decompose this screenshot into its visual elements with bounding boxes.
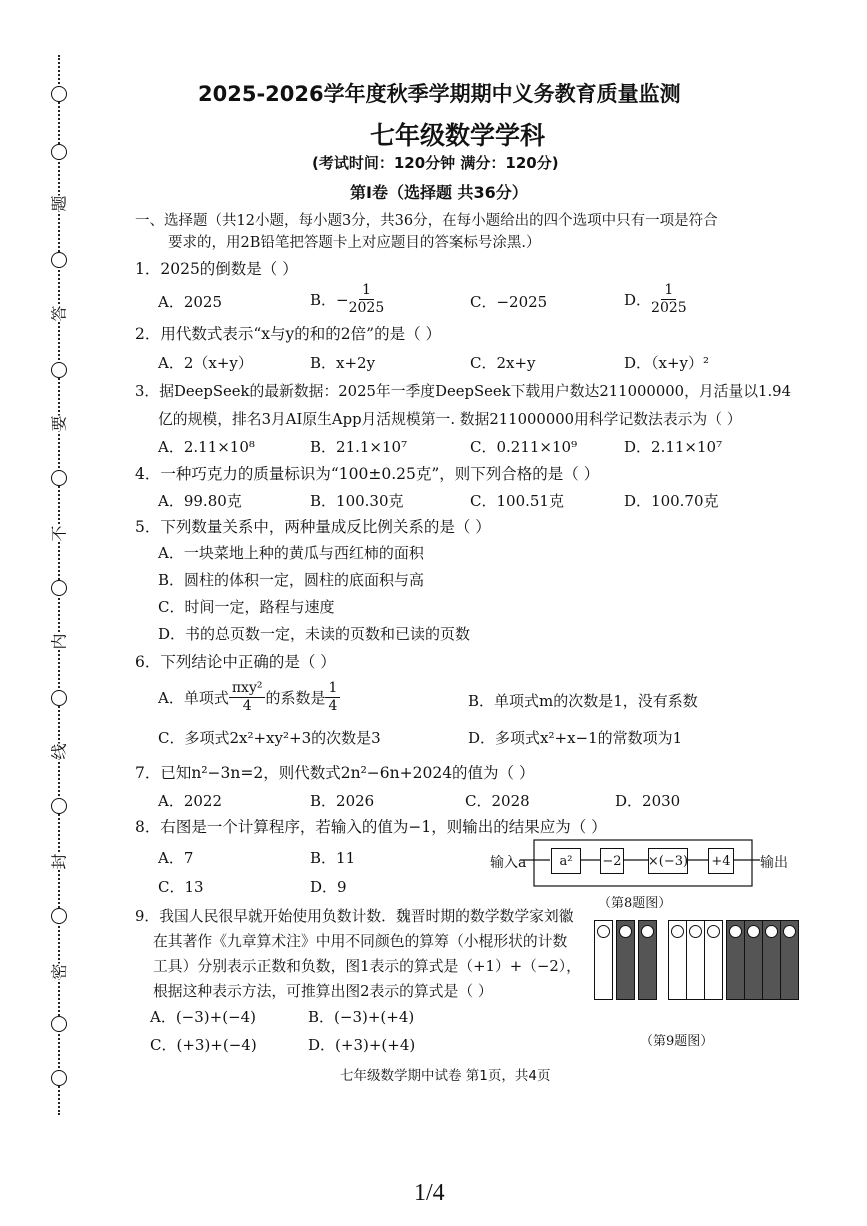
fraction xyxy=(325,680,340,715)
binding-circle xyxy=(51,1016,67,1032)
binding-circle xyxy=(51,252,67,268)
option-b: B．21.1×10⁷ xyxy=(310,438,408,456)
option-b: B．100.30克 xyxy=(310,492,404,510)
option-a: A．2022 xyxy=(158,792,223,810)
rod-cap xyxy=(707,925,720,938)
binding-circle xyxy=(51,690,67,706)
binding-circle xyxy=(51,580,67,596)
rod-cap xyxy=(641,925,654,938)
rod-cap xyxy=(729,925,742,938)
counting-rod xyxy=(616,920,635,1000)
rod-cap xyxy=(783,925,796,938)
binding-char: 线 xyxy=(47,743,70,759)
question-stem: 根据这种表示方法，可推算出图2表示的算式是（ ） xyxy=(153,983,493,1000)
option-a xyxy=(158,680,340,715)
counting-rod xyxy=(594,920,613,1000)
binding-circle xyxy=(51,798,67,814)
binding-circle xyxy=(51,908,67,924)
binding-circle xyxy=(51,1070,67,1086)
option-d: D．（x+y）² xyxy=(624,354,710,372)
option-c: C．0.211×10⁹ xyxy=(470,438,578,456)
option-c: C．2x+y xyxy=(470,354,536,372)
option-a: A．2（x+y） xyxy=(158,354,253,372)
option-c: C．2028 xyxy=(465,792,530,810)
counting-rod xyxy=(744,920,763,1000)
binding-char: 答 xyxy=(47,305,70,321)
flow-input-label: 输入a xyxy=(490,855,527,871)
option-c: C．多项式2x²+xy²+3的次数是3 xyxy=(158,729,381,747)
option-a: A．2025 xyxy=(158,293,223,311)
binding-circle xyxy=(51,470,67,486)
numerator: πxy² xyxy=(229,680,266,698)
option-b: B．x+2y xyxy=(310,354,376,372)
question-stem: 2．用代数式表示“x与y的和的2倍”的是（ ） xyxy=(135,325,441,343)
counting-rod xyxy=(704,920,723,1000)
rod-cap xyxy=(671,925,684,938)
instructions-line: 要求的，用2B铅笔把答题卡上对应题目的答案标号涂黑.） xyxy=(168,235,541,251)
numerator: 1 xyxy=(359,282,374,300)
counting-rod xyxy=(780,920,799,1000)
question-stem: 8．右图是一个计算程序，若输入的值为−1，则输出的结果应为（ ） xyxy=(135,818,607,836)
binding-char: 要 xyxy=(47,415,70,431)
question-stem: 9．我国人民很早就开始使用负数计数．魏晋时期的数学数学家刘徽 xyxy=(135,908,574,925)
figure-caption: （第8题图） xyxy=(598,896,672,911)
binding-char: 不 xyxy=(47,525,70,541)
option-d: D．9 xyxy=(310,878,347,896)
question-stem: 亿的规模，排名3月AI原生App月活规模第一. 数据211000000用科学记数法表示为（ ） xyxy=(158,411,742,428)
option-b: B．11 xyxy=(310,849,356,867)
option-a: A．99.80克 xyxy=(158,492,242,510)
option-b: B．单项式m的次数是1，没有系数 xyxy=(468,692,698,710)
binding-char: 封 xyxy=(47,853,70,869)
question-stem: 6．下列结论中正确的是（ ） xyxy=(135,653,336,671)
question-stem: 1．2025的倒数是（ ） xyxy=(135,260,298,278)
exam-title: 2025-2026学年度秋季学期期中义务教育质量监测 xyxy=(198,82,681,106)
option-b: B．圆柱的体积一定，圆柱的底面积与高 xyxy=(158,571,425,589)
rod-cap xyxy=(689,925,702,938)
counting-rod xyxy=(668,920,687,1000)
binding-char: 密 xyxy=(47,963,70,979)
fraction xyxy=(651,282,687,317)
binding-circle xyxy=(51,362,67,378)
option-d: D．(+3)+(+4) xyxy=(308,1036,416,1054)
option-a: A．2.11×10⁸ xyxy=(158,438,255,456)
option-d: D．多项式x²+x−1的常数项为1 xyxy=(468,729,683,747)
fraction xyxy=(229,680,266,715)
flow-box-multiply: ×(−3) xyxy=(648,848,688,874)
option-d: D．书的总页数一定，未读的页数和已读的页数 xyxy=(158,625,471,643)
instructions-line: 一、选择题（共12小题，每小题3分，共36分，在每小题给出的四个选项中只有一项是符合 xyxy=(135,213,718,229)
option-text: A．单项式 xyxy=(158,689,229,707)
page-number: 1/4 xyxy=(414,1180,445,1206)
denominator: 4 xyxy=(328,698,338,714)
option-prefix: D． xyxy=(624,291,652,309)
flow-output-label: 输出 xyxy=(760,855,788,871)
option-b xyxy=(310,282,384,317)
counting-rod xyxy=(686,920,705,1000)
option-b: B．(−3)+(+4) xyxy=(308,1008,415,1026)
option-c: C．100.51克 xyxy=(470,492,564,510)
binding-char: 题 xyxy=(47,195,70,211)
denominator: 2025 xyxy=(348,300,385,316)
question-stem: 工具）分别表示正数和负数，图1表示的算式是（+1）+（−2）， xyxy=(153,958,581,975)
option-c: C．(+3)+(−4) xyxy=(150,1036,257,1054)
numerator: 1 xyxy=(661,282,676,300)
option-d: D．100.70克 xyxy=(624,492,719,510)
binding-circle xyxy=(51,86,67,102)
counting-rod xyxy=(762,920,781,1000)
option-a: A．7 xyxy=(158,849,194,867)
option-c: C．13 xyxy=(158,878,204,896)
question-stem: 7．已知n²−3n=2，则代数式2n²−6n+2024的值为（ ） xyxy=(135,764,535,782)
figure-caption: （第9题图） xyxy=(640,1034,714,1049)
option-c: C．时间一定，路程与速度 xyxy=(158,598,335,616)
flow-box-square: a² xyxy=(551,848,581,874)
binding-circle xyxy=(51,144,67,160)
option-prefix: B．− xyxy=(310,291,349,309)
rod-cap xyxy=(597,925,610,938)
counting-rod xyxy=(726,920,745,1000)
rod-cap xyxy=(765,925,778,938)
question-stem: 在其著作《九章算术注》中用不同颜色的算筹（小棍形状的计数 xyxy=(153,933,568,950)
flow-box-add: +4 xyxy=(708,848,734,874)
flow-box-subtract: −2 xyxy=(600,848,624,874)
question-stem: 4．一种巧克力的质量标识为“100±0.25克”，则下列合格的是（ ） xyxy=(135,465,600,483)
binding-char: 内 xyxy=(47,633,70,649)
exam-info: (考试时间：120分钟 满分：120分) xyxy=(312,154,559,172)
section-title: 第Ⅰ卷（选择题 共36分） xyxy=(350,183,528,202)
option-c: C．−2025 xyxy=(470,293,548,311)
rod-cap xyxy=(619,925,632,938)
subject-title: 七年级数学学科 xyxy=(370,121,546,150)
fraction xyxy=(349,282,385,317)
option-d: D．2.11×10⁷ xyxy=(624,438,723,456)
rod-cap xyxy=(747,925,760,938)
page-footer: 七年级数学期中试卷 第1页，共4页 xyxy=(340,1068,551,1084)
denominator: 2025 xyxy=(651,300,687,316)
option-d: D．2030 xyxy=(615,792,681,810)
option-a: A．(−3)+(−4) xyxy=(150,1008,257,1026)
question-stem: 5．下列数量关系中，两种量成反比例关系的是（ ） xyxy=(135,518,491,536)
option-d xyxy=(624,282,687,317)
counting-rod xyxy=(638,920,657,1000)
question-stem: 3．据DeepSeek的最新数据：2025年一季度DeepSeek下载用户数达211000000，月活量以1.94 xyxy=(135,383,792,400)
numerator: 1 xyxy=(325,680,340,698)
option-a: A．一块菜地上种的黄瓜与西红柿的面积 xyxy=(158,544,424,562)
option-text: 的系数是 xyxy=(265,689,326,707)
denominator: 4 xyxy=(242,698,252,714)
option-b: B．2026 xyxy=(310,792,375,810)
